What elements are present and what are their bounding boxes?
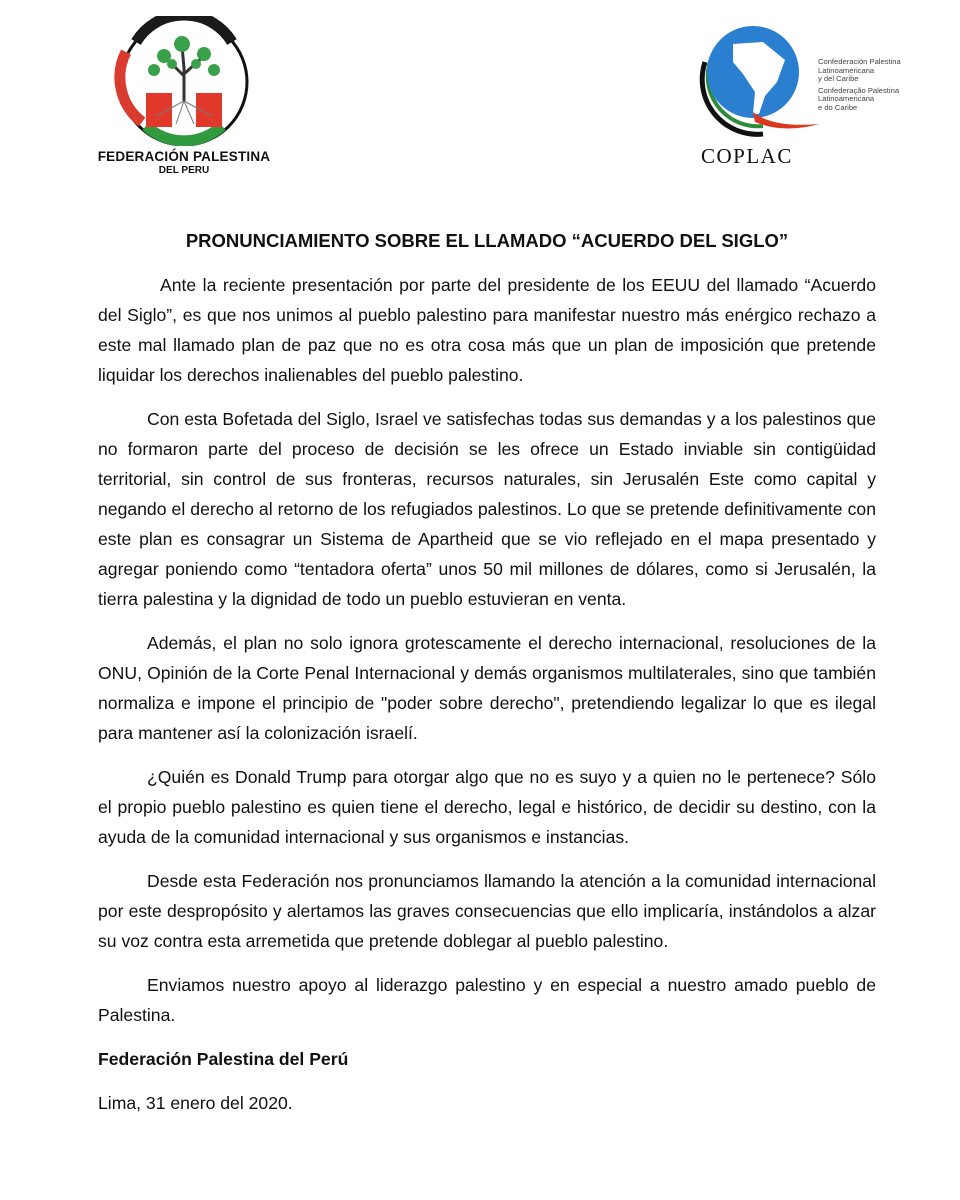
- coplac-name: COPLAC: [701, 144, 793, 168]
- coplac-logo: [693, 22, 908, 172]
- coplac-desc-es-line: Confederación Palestina: [818, 57, 901, 66]
- coplac-desc-es-line: Latinoamericana: [818, 65, 875, 75]
- paragraph: Enviamos nuestro apoyo al liderazgo palestino y en especial a nuestro amado pueblo de Palestina.: [98, 975, 876, 1025]
- coplac-desc-pt-line: Latinoamericana: [818, 94, 875, 103]
- document-body: [98, 230, 876, 1132]
- signature: Federación Palestina del Perú: [98, 1049, 349, 1069]
- coplac-desc-es-line: y del Caribe: [818, 74, 859, 83]
- paragraph: Además, el plan no solo ignora grotescamente el derecho internacional, resoluciones de la ONU, Opinión de la Corte Penal Internacional y demás organismos multilaterales, sino que también normaliza e impone el principio de "poder sobre derecho", pretendiendo legalizar lo que es ilegal para mantener así la colonización israelí.: [98, 633, 876, 743]
- paragraph: Desde esta Federación nos pronunciamos llamando la atención a la comunidad internacional por este despropósito y alertamos las graves consecuencias que ello implicaría, instándolos a alzar su voz contra esta arremetida que pretende doblegar al pueblo palestino.: [98, 871, 876, 951]
- coplac-description: [818, 58, 901, 112]
- coplac-desc-pt-line: Confederação Palestina: [818, 85, 900, 95]
- paragraph: ¿Quién es Donald Trump para otorgar algo que no es suyo y a quien no le pertenece? Sólo el propio pueblo palestino es quien tiene el derecho, legal e histórico, de decidir su destino, con la ayuda de la comunidad internacional y sus organismos e instancias.: [98, 767, 876, 847]
- globe-icon: [693, 22, 823, 142]
- federacion-logo-subtitle: DEL PERU: [158, 165, 210, 176]
- paragraph: Ante la reciente presentación por parte del presidente de los EEUU del llamado “Acuerdo del Siglo”, es que nos unimos al pueblo palestino para manifestar nuestro más enérgico rechazo a este mal llamado plan de paz que no es otra cosa más que un plan de imposición que pretende liquidar los derechos inalienables del pueblo palestino.: [98, 275, 876, 385]
- document-date: Lima, 31 enero del 2020.: [98, 1093, 293, 1113]
- document-title: PRONUNCIAMIENTO SOBRE EL LLAMADO “ACUERDO DEL SIGLO”: [185, 230, 789, 251]
- tree-emblem-icon: [86, 16, 282, 146]
- coplac-desc-pt-line: e do Caribe: [818, 102, 858, 112]
- federacion-palestina-logo: [86, 16, 282, 176]
- federacion-logo-title: FEDERACIÓN PALESTINA: [97, 149, 271, 164]
- paragraph: Con esta Bofetada del Siglo, Israel ve satisfechas todas sus demandas y a los palestinos que no formaron parte del proceso de decisión se les ofrece un Estado inviable sin contigüidad territorial, sin control de sus fronteras, recursos naturales, sin Jerusalén Este como capital y negando el derecho al retorno de los refugiados palestinos. Lo que se pretende definitivamente con este plan es consagrar un Sistema de Apartheid que se vio reflejado en el mapa presentado y agregar poniendo como “tentadora oferta” unos 50 mil millones de dólares, como si Jerusalén, la tierra palestina y la dignidad de todo un pueblo estuvieran en venta.: [98, 409, 876, 609]
